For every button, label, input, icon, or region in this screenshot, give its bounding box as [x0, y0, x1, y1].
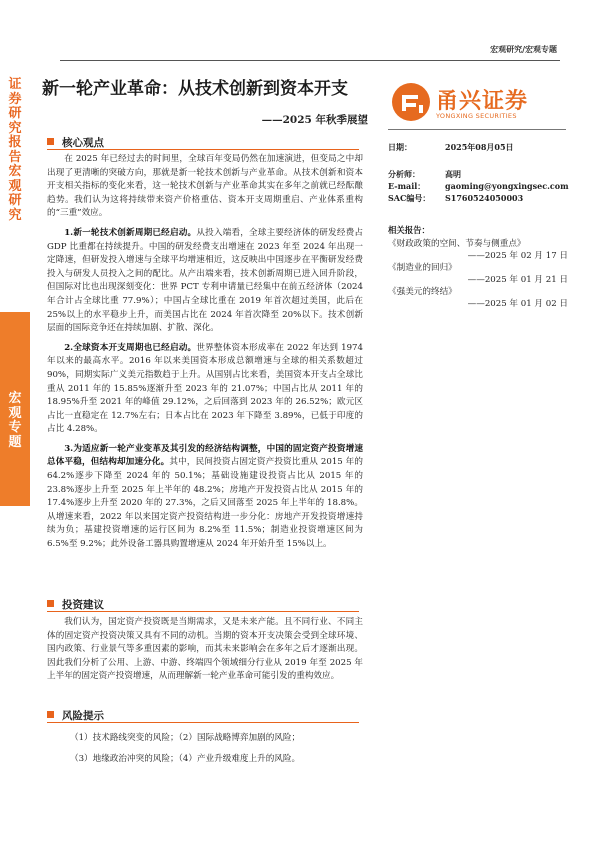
section-risk-heading	[47, 708, 104, 723]
email-label: E-mail：	[388, 181, 426, 191]
report-subtitle: ——2025 年秋季展望	[261, 114, 368, 126]
related-report-title[interactable]: 《制造业的回归》	[388, 263, 457, 273]
related-report-title[interactable]: 《财政政策的空间、节奏与侧重点》	[388, 239, 526, 249]
core-point-1-body: 从投入端看，全球主要经济体的研发经费占 GDP 比重都在持续提升。中国的研发经费支出增速在 2023 年至 2024 年出现一定降速，但研发投入增速与全球平均增速相近，这反映出中国逐步在平衡研发经费投入与研发人员投入之间的配比。从产出端来看，技术创新周期已进入回升阶段，但国际对比也出现深刻变化：世界 PCT 专利申请量已经集中在前五经济体（2024 年合计占全球比重 77.9%）；中国占全球比重在 2019 年首次超过美国，此后在 25%以上的水平稳步上升，而美国占比在 2024 年首次降至 20%以下。技术创新层面的国际竞争还在持续加剧、扩散、深化。	[47, 227, 363, 334]
sac-label: SAC编号：	[388, 193, 431, 203]
company-logo-english: YONGXING SECURITIES	[436, 112, 517, 120]
sac-value: S1760524050003	[445, 193, 524, 203]
report-category: 宏观研究/宏观专题	[490, 44, 557, 54]
report-title: 新一轮产业革命：从技术创新到资本开支	[42, 79, 348, 99]
date-label: 日期：	[388, 142, 412, 152]
invest-body	[47, 616, 363, 684]
related-report-date: ——2025 年 01 月 21 日	[467, 275, 568, 285]
company-logo-icon	[392, 83, 430, 121]
section-core-heading	[47, 135, 104, 150]
risk-line-1: （1）技术路线突变的风险；（2）国际战略博弈加剧的风险；	[70, 733, 301, 743]
section-marker-icon	[47, 711, 54, 718]
sidebar-label: 证券研究报告 宏观研究	[8, 77, 22, 223]
section-core-title: 核心观点	[62, 137, 104, 149]
section-invest-heading	[47, 597, 104, 612]
section-core-rule	[47, 149, 359, 150]
invest-text: 我们认为，国定资产投资既是当期需求，又是未来产能。且不同行业、不同主体的固定资产投资决策又具有不同的动机。当期的资本开支决策会受到全球环境、国内政策、行业景气等多重因素的影响，而其未来影响会在多年之后才逐渐出现。因此我们分析了公用、上游、中游、终端四个领域细分行业从 2019 年至 2025 年上半年的固定资产投资增速，从而理解新一轮产业革命可能引发的重构效应。	[47, 617, 363, 682]
section-risk-title: 风险提示	[62, 710, 104, 722]
analyst-label: 分析师：	[388, 169, 420, 179]
core-point-3-lead: 3.为适应新一轮产业变革及其引发的经济结构调整，中国的固定资产投资增速总体平稳，但结构却加速分化。	[47, 443, 363, 468]
section-invest-title: 投资建议	[62, 599, 104, 611]
related-reports	[388, 224, 568, 309]
risk-line-2: （3）地缘政治冲突的风险；（4）产业升级难度上升的风险。	[70, 754, 301, 764]
section-risk-rule	[47, 722, 359, 723]
email-value[interactable]: gaoming@yongxingsec.com	[445, 181, 569, 191]
core-point-3-body: 其中，民间投资占固定资产投资比重从 2015 年的 64.2%逐步下降至 2024 年的 50.1%；基础设施建设投资占比从 2015 年的 23.8%逐步上升至 2025 年上半年的 48.2%；房地产开发投资占比从 2015 年的 17.4%逐步上升至 2020 年的 27.3%，之后又回落至 2025 年上半年的 18.8%。从增速来看，2022 年以来国定资产投资结构进一步分化：房地产开发投资增速持续为负；基建投资增速的运行区间为 8.2%至 11.5%；制造业投资增速区间为 6.5%至 9.2%；此外设备工器具购置增速从 2024 年开始升至 15%以上。	[47, 457, 363, 550]
core-body	[47, 153, 363, 552]
related-reports-heading: 相关报告：	[388, 225, 430, 235]
core-point-2	[47, 342, 363, 437]
core-point-2-lead: 2.全球资本开支周期也已经启动。	[64, 342, 197, 353]
sidebar-band-label: 宏观专题	[8, 391, 22, 450]
related-report-date: ——2025 年 01 月 02 日	[467, 299, 568, 309]
core-intro: 在 2025 年已经过去的时间里，全球百年变局仍然在加速演进，但变局之中却出现了更清晰的突破方向，那就是新一轮技术创新与产业革命。从技术创新和资本开支相关指标的变化来看，这一轮技术创新与产业革命其实在多年之前就已经酝酿趋势。我们认为这将持续带来资产价格重估、资本开支周期重启、产业体系重构的“三重”效应。	[47, 154, 363, 219]
section-marker-icon	[47, 138, 54, 145]
company-logo-name: 甬兴证券	[436, 89, 529, 114]
section-marker-icon	[47, 600, 54, 607]
related-report-date: ——2025 年 02 月 17 日	[467, 251, 568, 261]
header-rule	[60, 60, 560, 61]
report-info	[388, 142, 568, 212]
core-point-3	[47, 443, 363, 552]
core-point-1-lead: 1.新一轮技术创新周期已经启动。	[64, 227, 197, 238]
analyst-name: 高明	[445, 169, 461, 179]
sidebar-bottom	[0, 506, 30, 841]
date-value: 2025年08月05日	[445, 142, 514, 152]
logo-divider	[388, 129, 566, 130]
core-point-1	[47, 227, 363, 336]
related-report-title[interactable]: 《强美元的终结》	[388, 287, 457, 297]
core-point-2-body: 世界整体资本形成率在 2022 年达到 1974 年以来的最高水平。2016 年以来美国资本形成总额增速与全球的相关系数超过 90%，同期实际广义美元指数趋于上升。从国别占比来看，美国资本开支占全球比重从 2011 年的 15.85%逐渐升至 2023 年的 21.07%；中国占比从 2011 年的 18.95%升至 2021 年的峰值 29.12%，之后回落到 2023 年的 26.52%；欧元区占比一直稳定在 12.7%左右；日本占比在 2023 年下降至 3.89%，已低于印度的占比 4.28%。	[47, 342, 363, 435]
section-invest-rule	[47, 611, 359, 612]
